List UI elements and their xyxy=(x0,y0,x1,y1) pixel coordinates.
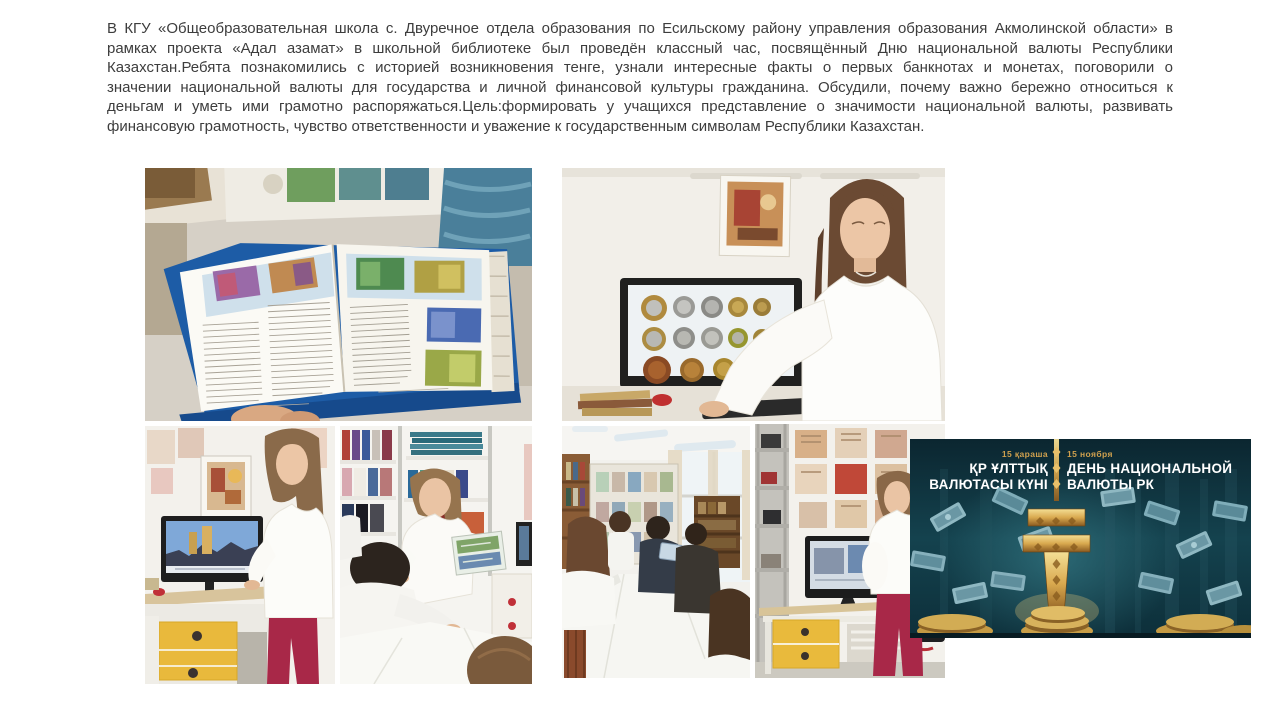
photo-teacher-desk xyxy=(145,426,335,684)
photo-book-banknotes xyxy=(145,168,532,421)
banner-date-kk: 15 қараша xyxy=(1001,449,1048,459)
banner-date-ru: 15 ноября xyxy=(1067,449,1113,459)
photo-coins-illustration xyxy=(562,168,945,421)
intro-line: В КГУ «Общеобразовательная школа с. Двуречное отдела образования по Есильскому району управления образования Акмолинской области» в xyxy=(107,20,1173,37)
photo-students-illustration xyxy=(562,426,750,678)
intro-line: финансовую грамотность, чувство ответственности и уважение к государственным символам Республики Казахстан. xyxy=(107,117,925,135)
photo-banknotes-illustration xyxy=(340,426,532,684)
intro-line: рамках проекта «Адал азамат» в школьной библиотеке был проведён классный час, посвящённый Дню национальной валюты Республики xyxy=(107,39,1173,57)
banner-left-block xyxy=(910,449,1048,492)
intro-line: значении национальной валюты для государства и личной финансовой культуры гражданина. Обсудили, почему важно бережно относиться к xyxy=(107,78,1173,96)
photo-teacher-desk-illustration xyxy=(145,426,335,684)
intro-line: деньгам и уметь ими грамотно распоряжаться.Цель:формировать у учащихся представление о значимости национальной валюты, развивать xyxy=(107,98,1173,115)
intro-line: Казахстан.Ребята познакомились с историей возникновения тенге, узнали интересные факты о первых банкнотах и монетах, поговорили о xyxy=(107,59,1173,76)
intro-paragraph xyxy=(107,19,1173,136)
banner-title-ru: ДЕНЬ НАЦИОНАЛЬНОЙ ВАЛЮТЫ РК xyxy=(1067,461,1233,492)
banner-currency-day xyxy=(910,439,1251,638)
photo-coins-presentation xyxy=(562,168,945,421)
banner-right-block xyxy=(1067,449,1239,492)
photo-students-tables xyxy=(562,426,750,678)
photo-book-illustration xyxy=(145,168,532,421)
photo-banknotes-showing xyxy=(340,426,532,684)
banner-title-kk: ҚР ҰЛТТЫҚ ВАЛЮТАСЫ КҮНІ xyxy=(929,461,1048,492)
